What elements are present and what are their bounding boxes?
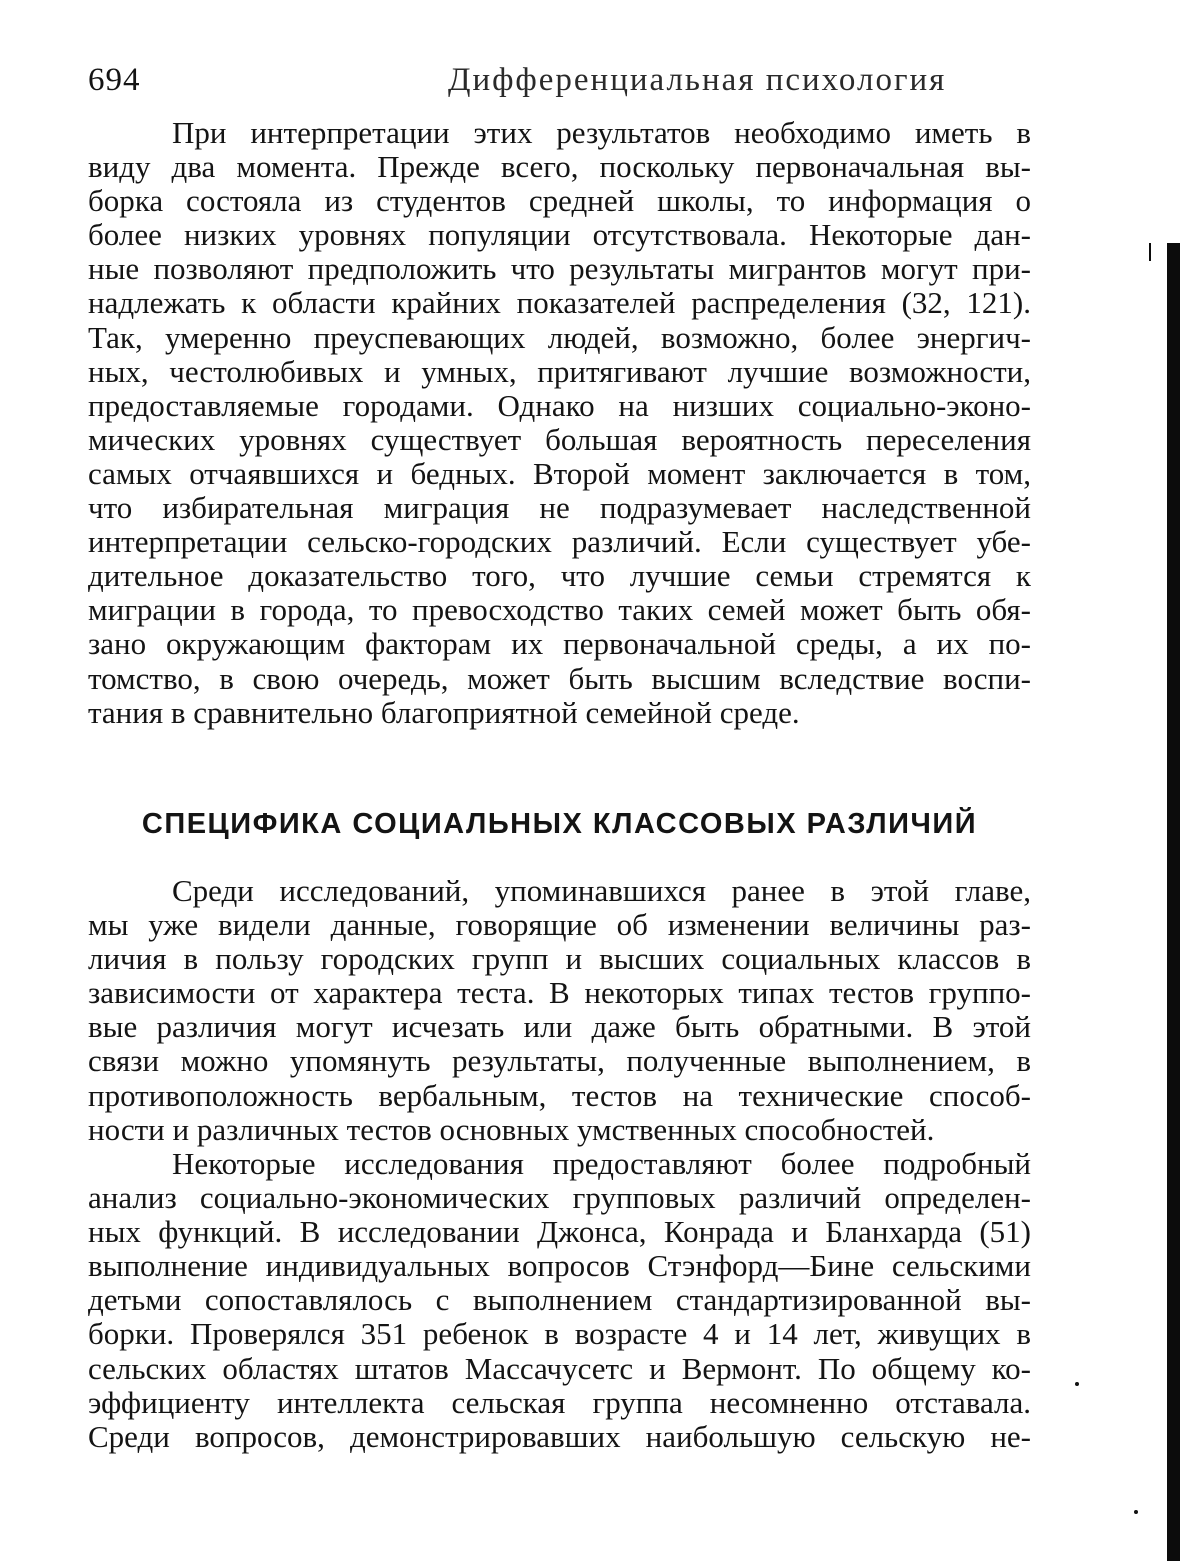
text-line: детьми сопоставлялось с выполнением стандартизированной вы- [88, 1283, 1031, 1317]
text-line: дительное доказательство того, что лучшие семьи стремятся к [88, 559, 1031, 593]
page-number: 694 [88, 62, 141, 99]
text-line: мических уровнях существует большая вероятность переселения [88, 423, 1031, 457]
text-line: эффициенту интеллекта сельская группа несомненно отставала. [88, 1386, 1031, 1420]
scan-speck [1134, 1510, 1138, 1514]
paragraph-2 [88, 874, 1031, 1147]
text-line: виду два момента. Прежде всего, поскольку первоначальная вы- [88, 150, 1031, 184]
text-line: вые различия могут исчезать или даже быть обратными. В этой [88, 1010, 1031, 1044]
text-line: ные позволяют предположить что результаты мигрантов могут при- [88, 252, 1031, 286]
text-line: При интерпретации этих результатов необходимо иметь в [88, 116, 1031, 150]
text-line: что избирательная миграция не подразумевает наследственной [88, 491, 1031, 525]
text-line: надлежать к области крайних показателей распределения (32, 121). [88, 286, 1031, 320]
text-line: мы уже видели данные, говорящие об изменении величины раз- [88, 908, 1031, 942]
text-line: тания в сравнительно благоприятной семейной среде. [88, 696, 1031, 730]
text-line: ности и различных тестов основных умственных способностей. [88, 1113, 1031, 1147]
scan-edge-mark [1149, 243, 1151, 261]
text-line: связи можно упомянуть результаты, полученные выполнением, в [88, 1044, 1031, 1078]
section-heading: СПЕЦИФИКА СОЦИАЛЬНЫХ КЛАССОВЫХ РАЗЛИЧИЙ [88, 808, 1031, 841]
text-line: Так, умеренно преуспевающих людей, возможно, более энергич- [88, 321, 1031, 355]
scan-edge-shadow [1167, 243, 1180, 1561]
text-line: сельских областях штатов Массачусетс и Вермонт. По общему ко- [88, 1352, 1031, 1386]
paragraph-3 [88, 1147, 1031, 1454]
text-line: более низких уровнях популяции отсутствовала. Некоторые дан- [88, 218, 1031, 252]
text-line: зависимости от характера теста. В некоторых типах тестов группо- [88, 976, 1031, 1010]
text-line: ных, честолюбивых и умных, притягивают лучшие возможности, [88, 355, 1031, 389]
text-line: борка состояла из студентов средней школы, то информация о [88, 184, 1031, 218]
text-line: томство, в свою очередь, может быть высшим вследствие воспи- [88, 662, 1031, 696]
text-line: выполнение индивидуальных вопросов Стэнфорд—Бине сельскими [88, 1249, 1031, 1283]
scan-speck [1075, 1382, 1079, 1386]
text-line: анализ социально-экономических групповых различий определен- [88, 1181, 1031, 1215]
text-line: самых отчаявшихся и бедных. Второй момент заключается в том, [88, 457, 1031, 491]
text-line: борки. Проверялся 351 ребенок в возрасте 4 и 14 лет, живущих в [88, 1317, 1031, 1351]
text-line: ных функций. В исследовании Джонса, Конрада и Бланхарда (51) [88, 1215, 1031, 1249]
text-line: Среди исследований, упоминавшихся ранее в этой главе, [88, 874, 1031, 908]
paragraph-1 [88, 116, 1031, 730]
text-line: предоставляемые городами. Однако на низших социально-эконо- [88, 389, 1031, 423]
running-title: Дифференциальная психология [448, 62, 946, 99]
text-line: Среди вопросов, демонстрировавших наибольшую сельскую не- [88, 1420, 1031, 1454]
text-line: личия в пользу городских групп и высших социальных классов в [88, 942, 1031, 976]
text-line: миграции в города, то превосходство таких семей может быть обя- [88, 593, 1031, 627]
text-line: зано окружающим факторам их первоначальной среды, а их по- [88, 627, 1031, 661]
text-line: Некоторые исследования предоставляют более подробный [88, 1147, 1031, 1181]
text-line: интерпретации сельско-городских различий. Если существует убе- [88, 525, 1031, 559]
text-line: противоположность вербальным, тестов на технические способ- [88, 1079, 1031, 1113]
